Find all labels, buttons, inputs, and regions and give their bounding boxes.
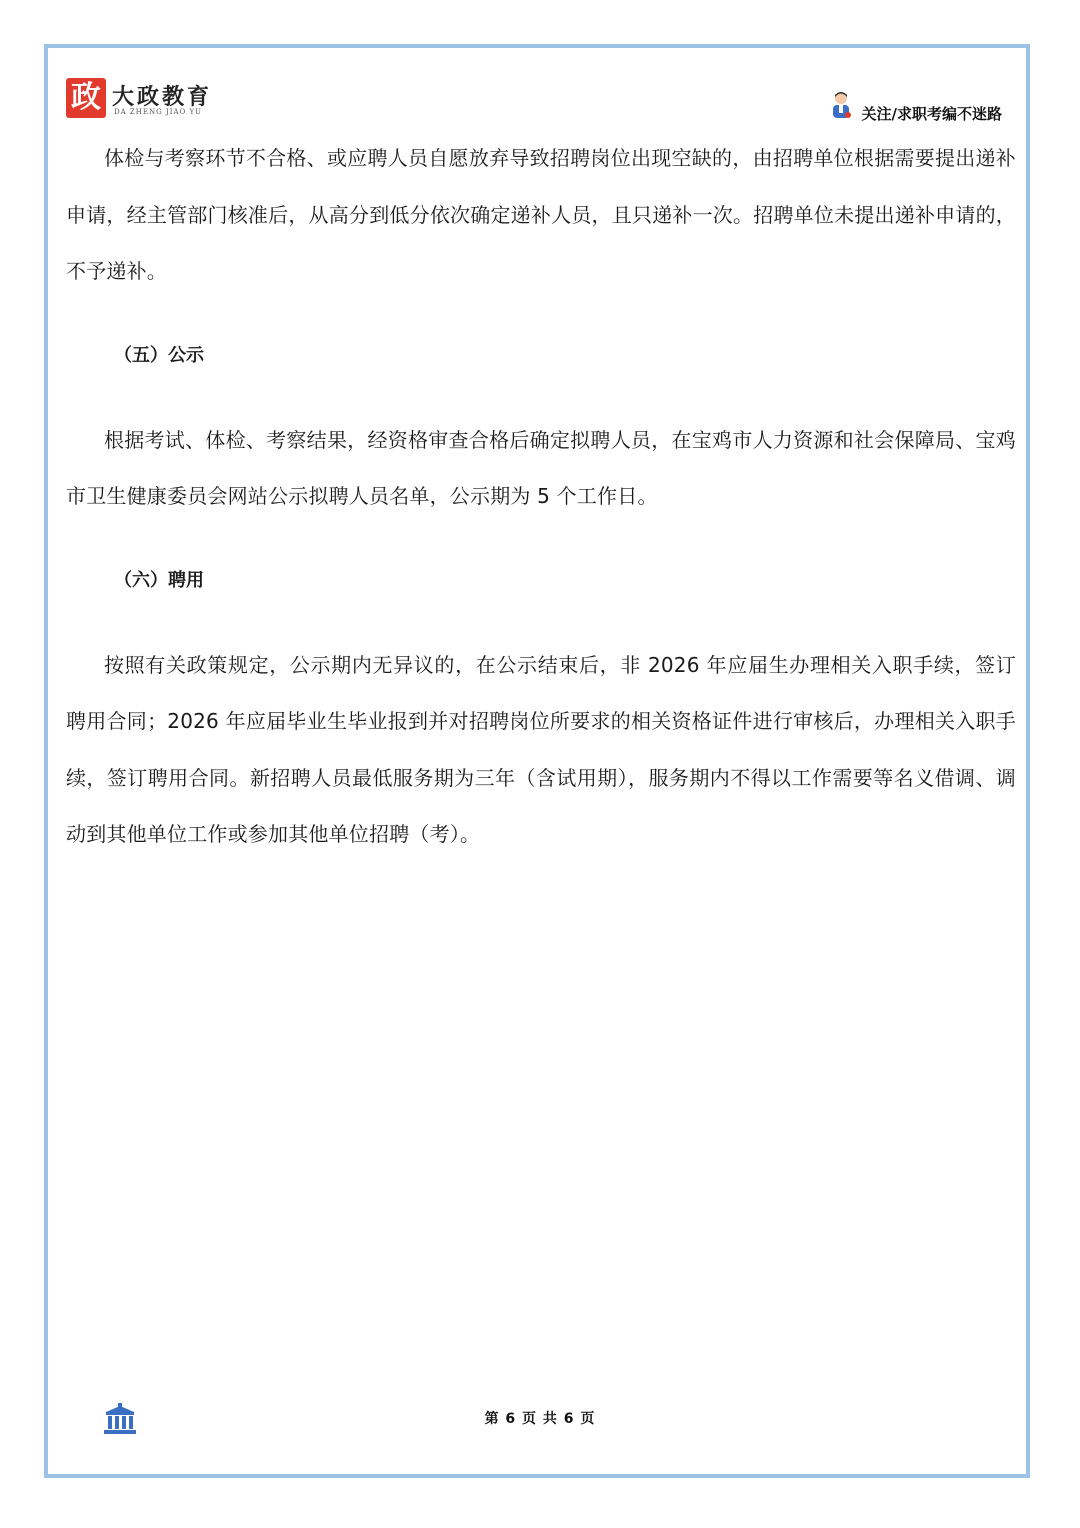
brand-logo <box>66 78 216 122</box>
paragraph-vacancy-supplement: 体检与考察环节不合格、或应聘人员自愿放弃导致招聘岗位出现空缺的，由招聘单位根据需要提出递补申请，经主管部门核准后，从高分到低分依次确定递补人员，且只递补一次。招聘单位未提出递补申请的，不予递补。 <box>66 146 1016 283</box>
paragraph-publicity: 根据考试、体检、考察结果，经资格审查合格后确定拟聘人员，在宝鸡市人力资源和社会保障局、宝鸡市卫生健康委员会网站公示拟聘人员名单，公示期为 5 个工作日。 <box>66 427 1016 508</box>
logo-chinese-name: 大政教育 <box>112 84 213 110</box>
page-number: 第 6 页 共 6 页 <box>484 1411 596 1427</box>
document-body <box>66 130 1016 863</box>
logo-english-name: DA ZHENG JIAO YU <box>114 108 203 116</box>
section-heading-employment: （六）聘用 <box>114 569 204 591</box>
paragraph-employment: 按照有关政策规定，公示期内无异议的，在公示结束后，非 2026 年应届生办理相关入职手续，签订聘用合同；2026 年应届毕业生毕业报到并对招聘岗位所要求的相关资格证件进行审核后，办理相关入职手续，签订聘用合同。新招聘人员最低服务期为三年（含试用期），服务期内不得以工作需要等名义借调、调动到其他单位工作或参加其他单位招聘（考）。 <box>66 652 1016 846</box>
header-slogan-group <box>830 92 1002 124</box>
person-avatar-icon <box>830 90 852 120</box>
header-slogan: 关注/求职考编不迷路 <box>861 105 1002 123</box>
section-heading-publicity: （五）公示 <box>114 344 204 366</box>
logo-mark: 政 <box>66 78 106 118</box>
